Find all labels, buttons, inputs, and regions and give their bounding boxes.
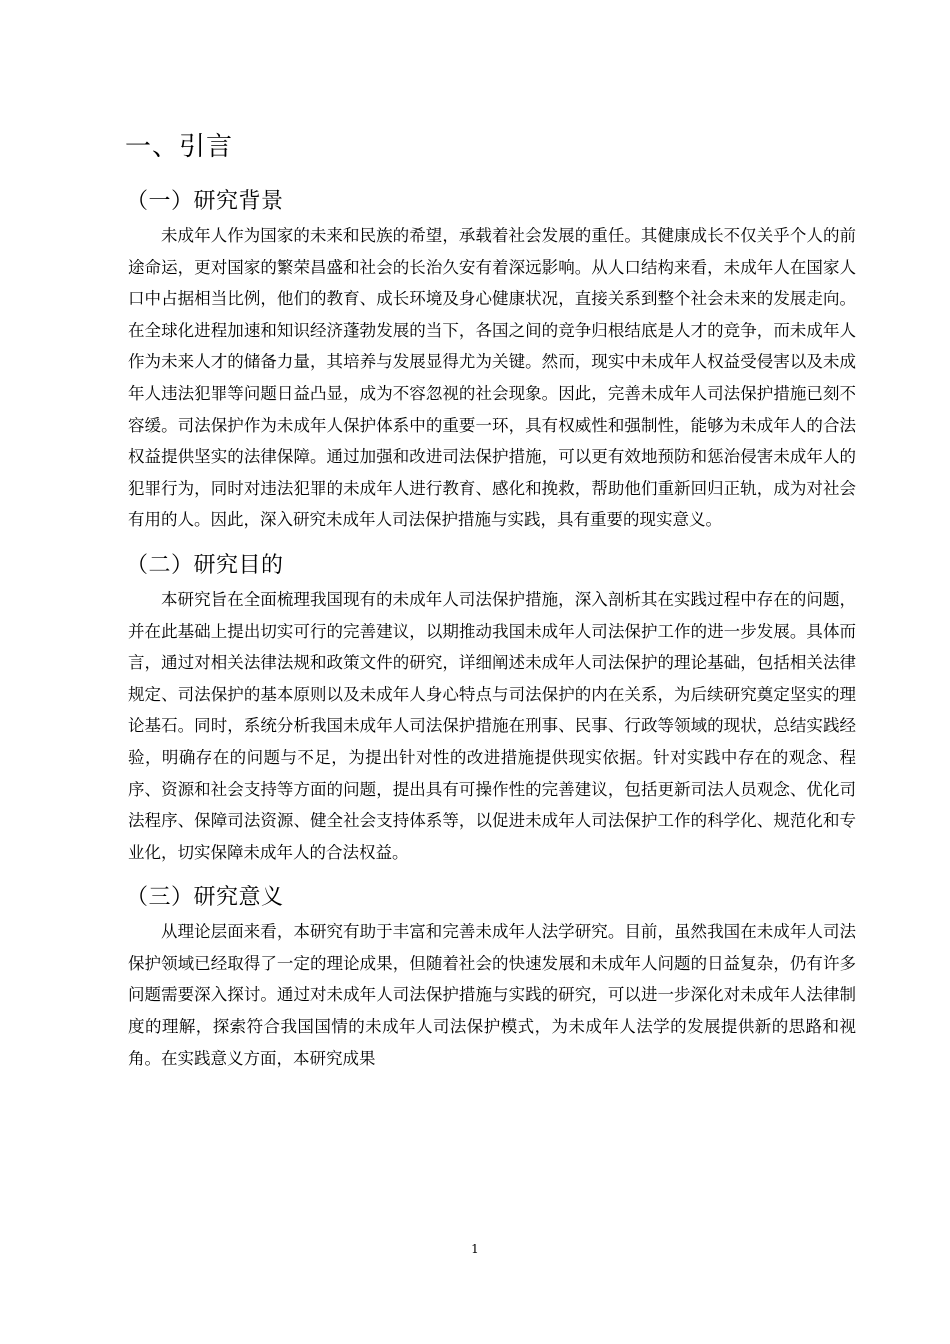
section-title-background: （一）研究背景	[126, 189, 284, 214]
chapter-heading: 一、引言	[125, 132, 234, 162]
section-title-purpose: （二）研究目的	[126, 552, 284, 578]
page-content	[125, 128, 856, 1088]
section-paragraph-background: 未成年人作为国家的未来和民族的希望，承载着社会发展的重任。其健康成长不仅关乎个人的前途命运，更对国家的繁荣昌盛和社会的长治久安有着深远影响。从人口结构来看，未成年人在国家人口中占据相当比例，他们的教育、成长环境及身心健康状况，直接关系到整个社会未来的发展走向。在全球化进程加速和知识经济蓬勃发展的当下，各国之间的竞争归根结底是人才的竞争，而未成年人作为未来人才的储备力量，其培养与发展显得尤为关键。然而，现实中未成年人权益受侵害以及未成年人违法犯罪等问题日益凸显，成为不容忽视的社会现象。因此，完善未成年人司法保护措施已刻不容缓。司法保护作为未成年人保护体系中的重要一环，具有权威性和强制性，能够为未成年人的合法权益提供坚实的法律保障。通过加强和改进司法保护措施，可以更有效地预防和惩治侵害未成年人的犯罪行为，同时对违法犯罪的未成年人进行教育、感化和挽救，帮助他们重新回归正轨，成为对社会有用的人。因此，深入研究未成年人司法保护措施与实践，具有重要的现实意义。	[128, 226, 856, 530]
section-paragraph-purpose: 本研究旨在全面梳理我国现有的未成年人司法保护措施，深入剖析其在实践过程中存在的问题，并在此基础上提出切实可行的完善建议，以期推动我国未成年人司法保护工作的进一步发展。具体而言，通过对相关法律法规和政策文件的研究，详细阐述未成年人司法保护的理论基础，包括相关法律规定、司法保护的基本原则以及未成年人身心特点与司法保护的内在关系，为后续研究奠定坚实的理论基石。同时，系统分析我国未成年人司法保护措施在刑事、民事、行政等领域的现状，总结实践经验，明确存在的问题与不足，为提出针对性的改进措施提供现实依据。针对实践中存在的观念、程序、资源和社会支持等方面的问题，提出具有可操作性的完善建议，包括更新司法人员观念、优化司法程序、保障司法资源、健全社会支持体系等，以促进未成年人司法保护工作的科学化、规范化和专业化，切实保障未成年人的合法权益。	[128, 589, 856, 862]
section-title-significance: （三）研究意义	[126, 885, 284, 911]
section-paragraph-significance: 从理论层面来看，本研究有助于丰富和完善未成年人法学研究。目前，虽然我国在未成年人司法保护领域已经取得了一定的理论成果，但随着社会的快速发展和未成年人问题的日益复杂，仍有许多问题需要深入探讨。通过对未成年人司法保护措施与实践的研究，可以进一步深化对未成年人法律制度的理解，探索符合我国国情的未成年人司法保护模式，为未成年人法学的发展提供新的思路和视角。在实践意义方面，本研究成果	[128, 922, 856, 1068]
page-number: 1	[471, 1242, 479, 1256]
